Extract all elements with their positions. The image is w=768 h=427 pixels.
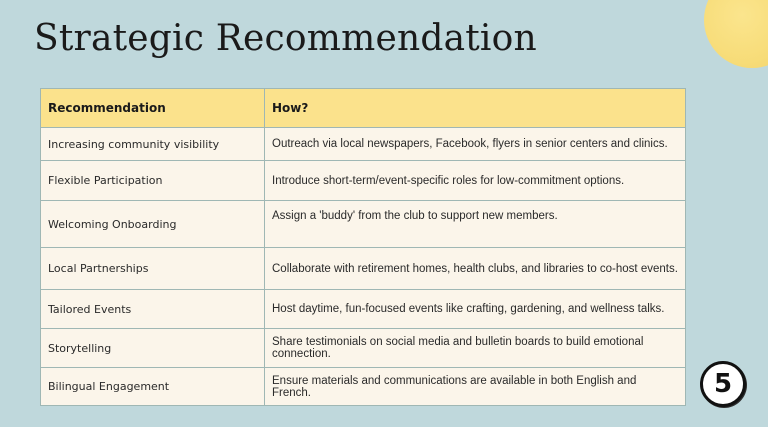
- recommendation-cell: Flexible Participation: [41, 161, 265, 201]
- recommendation-table: [40, 88, 686, 406]
- table-row: [41, 128, 686, 161]
- table-row: [41, 201, 686, 248]
- table-header-row: [41, 89, 686, 128]
- slide-title: Strategic Recommendation: [34, 18, 537, 59]
- how-cell: Assign a 'buddy' from the club to support new members.: [265, 201, 686, 248]
- how-cell: Collaborate with retirement homes, health clubs, and libraries to co-host events.: [265, 248, 686, 290]
- table-row: [41, 329, 686, 368]
- recommendation-cell: Bilingual Engagement: [41, 368, 265, 406]
- how-cell: Introduce short-term/event-specific roles for low-commitment options.: [265, 161, 686, 201]
- recommendation-cell: Local Partnerships: [41, 248, 265, 290]
- recommendation-cell: Welcoming Onboarding: [41, 201, 265, 248]
- table-row: [41, 290, 686, 329]
- header-how: How?: [265, 89, 686, 128]
- recommendation-cell: Storytelling: [41, 329, 265, 368]
- how-cell: Share testimonials on social media and bulletin boards to build emotional connection.: [265, 329, 686, 368]
- how-cell: Host daytime, fun-focused events like crafting, gardening, and wellness talks.: [265, 290, 686, 329]
- how-cell: Outreach via local newspapers, Facebook, flyers in senior centers and clinics.: [265, 128, 686, 161]
- how-cell: Ensure materials and communications are available in both English and French.: [265, 368, 686, 406]
- table-row: [41, 368, 686, 406]
- recommendation-cell: Tailored Events: [41, 290, 265, 329]
- page-number-badge: 5: [700, 361, 746, 407]
- sun-circle-decoration: [704, 0, 768, 68]
- header-recommendation: Recommendation: [41, 89, 265, 128]
- recommendation-cell: Increasing community visibility: [41, 128, 265, 161]
- table-row: [41, 161, 686, 201]
- table-row: [41, 248, 686, 290]
